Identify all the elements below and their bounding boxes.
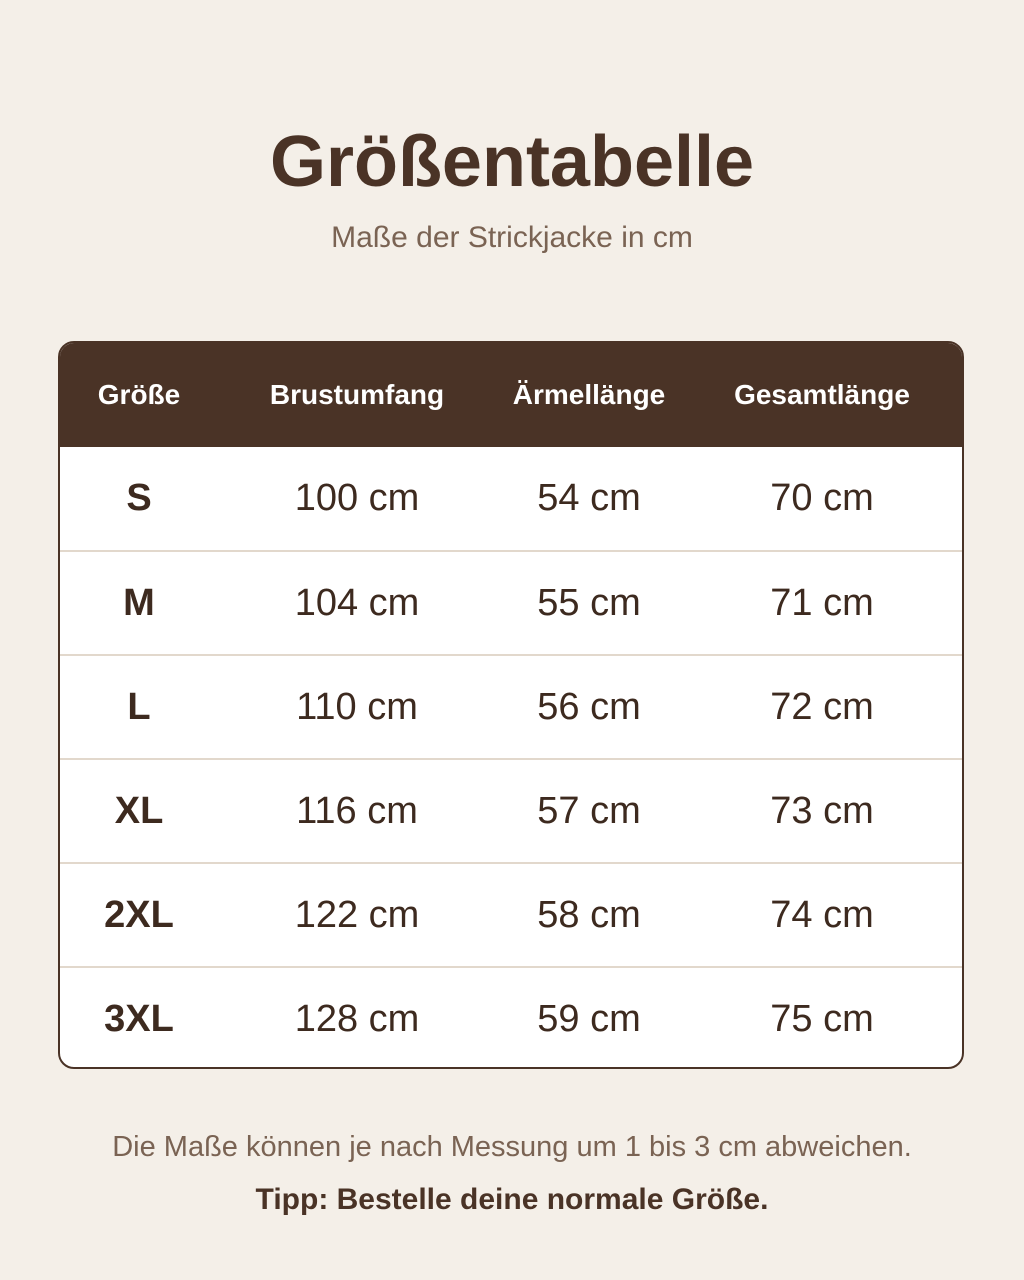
size-cell: XL <box>60 759 218 863</box>
chest-cell: 110 cm <box>218 655 496 759</box>
table-header-row <box>60 343 962 447</box>
sleeve-cell: 57 cm <box>496 759 682 863</box>
sleeve-cell: 54 cm <box>537 477 641 519</box>
table-row <box>60 447 962 551</box>
header-size: Größe <box>97 379 181 410</box>
length-cell: 70 cm <box>770 477 874 519</box>
table-row <box>60 967 962 1069</box>
size-cell: M <box>60 551 218 655</box>
size-chart-table <box>58 341 964 1069</box>
size-tip: Tipp: Bestelle deine normale Größe. <box>255 1183 769 1216</box>
header-sleeve-length: Ärmellänge <box>512 379 666 410</box>
table-row <box>60 655 962 759</box>
page-title: Größentabelle <box>269 122 755 202</box>
size-cell: S <box>126 477 152 519</box>
length-cell: 72 cm <box>682 655 962 759</box>
sleeve-cell: 58 cm <box>496 863 682 967</box>
measurement-note: Die Maße können je nach Messung um 1 bis 3 cm abweichen. <box>112 1131 912 1163</box>
sleeve-cell: 56 cm <box>496 655 682 759</box>
table-row <box>60 551 962 655</box>
length-cell: 73 cm <box>682 759 962 863</box>
table-row <box>60 863 962 967</box>
header-chest: Brustumfang <box>269 379 445 410</box>
size-cell: 2XL <box>60 863 218 967</box>
size-cell: 3XL <box>60 967 218 1069</box>
chest-cell: 100 cm <box>294 477 420 519</box>
page-subtitle: Maße der Strickjacke in cm <box>331 221 693 254</box>
length-cell: 71 cm <box>682 551 962 655</box>
chest-cell: 116 cm <box>218 759 496 863</box>
chest-cell: 104 cm <box>218 551 496 655</box>
sleeve-cell: 59 cm <box>496 967 682 1069</box>
table-row <box>60 759 962 863</box>
sleeve-cell: 55 cm <box>496 551 682 655</box>
header-total-length: Gesamtlänge <box>734 379 910 410</box>
length-cell: 75 cm <box>682 967 962 1069</box>
chest-cell: 122 cm <box>218 863 496 967</box>
length-cell: 74 cm <box>682 863 962 967</box>
size-cell: L <box>60 655 218 759</box>
chest-cell: 128 cm <box>218 967 496 1069</box>
